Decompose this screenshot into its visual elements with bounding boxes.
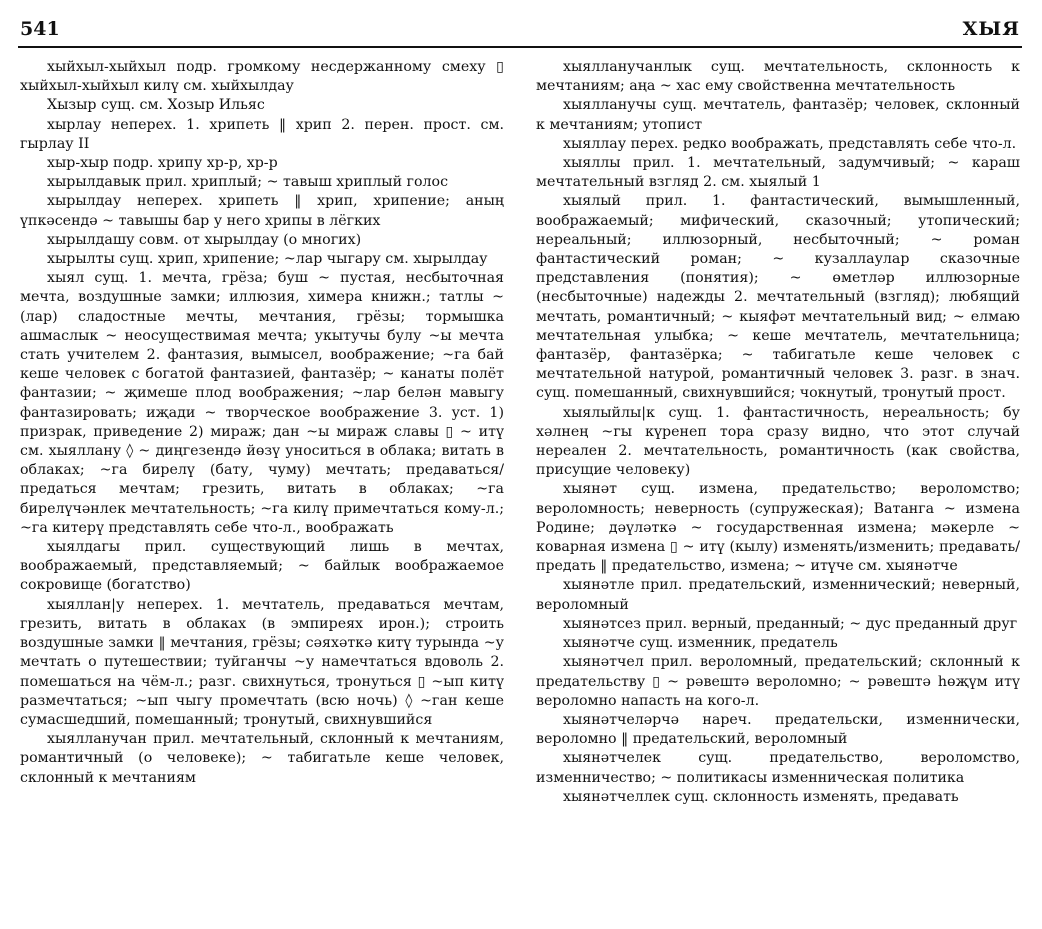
dictionary-entry: хырылдашу совм. от хырылдау (о многих) bbox=[47, 231, 362, 248]
dictionary-entry: хыялый прил. 1. фантастический, вымышленный, воображаемый; мифический, сказочный; утопический; нереальный; иллюзорный, несбыточный; ~ роман фантастический роман; ~ кузаллаулар сказочные представления (понятия); ~ өметләр иллюзорные (несбыточные) надежды 2. мечтательный (взгляд); любящий мечтать, романтичный; ~ кыяфәт мечтательный вид; ~ елмаю мечтательная улыбка; ~ кеше мечтатель, мечтательница; фантазёр, фантазёрка; ~ табигатьле кеше человек с мечтательной натурой, романтичный человек 3. разг. в знач. сущ. помешанный, свихнувшийся; чокнутый, тронутый прост. bbox=[536, 193, 1020, 402]
dictionary-entry: хыяллау перех. редко воображать, представлять себе что-л. bbox=[563, 135, 1017, 152]
dictionary-entry: Хызыр сущ. см. Хозыр Ильяс bbox=[47, 97, 265, 114]
dictionary-entry: хыялланучанлык сущ. мечтательность, склонность к мечтаниям; аңа ~ хас ему свойственна мечтательность bbox=[536, 59, 1020, 95]
dictionary-entry: хыялыйлы|к сущ. 1. фантастичность, нереальность; бу хәлнең ~гы күренеп тора сразу видно, что этот случай нереален 2. мечтательность, романтичность (как свойства, присущие человеку) bbox=[536, 404, 1020, 479]
dictionary-entry: хыянәтчеләрчә нареч. предательски, изменнически, вероломно ‖ предательский, вероломный bbox=[536, 711, 1020, 748]
dictionary-entry: хыянәтче сущ. изменник, предатель bbox=[563, 635, 838, 652]
dictionary-entry: хыйхыл-хыйхыл подр. громкому несдержанному смеху ▯ хыйхыл-хыйхыл килү см. хыйхылдау bbox=[20, 59, 504, 95]
left-column bbox=[20, 58, 504, 788]
dictionary-entry: хыянәтсез прил. верный, преданный; ~ дус преданный друг bbox=[563, 615, 1018, 632]
page-number: 541 bbox=[20, 18, 60, 40]
dictionary-entry: хыянәт сущ. измена, предательство; вероломство; вероломность; неверность (супружеская); Ватанга ~ измена Родине; дәүләткә ~ государственная измена; мәкерле ~ коварная измена ▯ ~ итү (кылу) изменять/изменить; предавать/предать ‖ предательство, измена; ~ итүче см. хыянәтче bbox=[536, 481, 1020, 575]
dictionary-entry: хыр-хыр подр. хрипу хр-р, хр-р bbox=[47, 155, 278, 172]
header-rule bbox=[18, 46, 1022, 48]
dictionary-entry: хырылты сущ. хрип, хрипение; ~лар чыгару см. хырылдау bbox=[47, 251, 488, 268]
dictionary-entry: хырлау неперех. 1. хрипеть ‖ хрип 2. перен. прост. см. гырлау II bbox=[20, 116, 504, 152]
dictionary-entry: хыяллы прил. 1. мечтательный, задумчивый; ~ караш мечтательный взгляд 2. см. хыялый 1 bbox=[536, 155, 1020, 191]
dictionary-entry: хыялланучы сущ. мечтатель, фантазёр; человек, склонный к мечтаниям; утопист bbox=[536, 97, 1020, 133]
dictionary-entry: хыялдагы прил. существующий лишь в мечтах, воображаемый, представляемый; ~ байлык воображаемое сокровище (богатство) bbox=[20, 539, 504, 594]
dictionary-entry: хырылдавык прил. хриплый; ~ тавыш хриплый голос bbox=[47, 174, 449, 191]
dictionary-entry: хыянәтчелек сущ. предательство, вероломство, изменничество; ~ политикасы изменническая политика bbox=[536, 750, 1020, 786]
dictionary-entry: хыянәтле прил. предательский, изменнический; неверный, вероломный bbox=[536, 577, 1020, 613]
dictionary-entry: хыялланучан прил. мечтательный, склонный к мечтаниям, романтичный (о человеке); ~ табигатьле кеше человек, склонный к мечтаниям bbox=[20, 731, 504, 786]
dictionary-entry: хыял сущ. 1. мечта, грёза; буш ~ пустая, несбыточная мечта, воздушные замки; иллюзия, химера книжн.; татлы ~(лар) сладостные мечты, мечтания, грёзы; тормышка ашмаслык ~ неосуществимая мечта; укытучы булу ~ы мечта стать учителем 2. фантазия, вымысел, воображение; ~га бай кеше человек с богатой фантазией, фантазёр; ~ канаты полёт фантазии; ~ җимеше плод воображения; ~лар белән мавыгу фантазировать; иҗади ~ творческое воображение 3. уст. 1) призрак, приведение 2) мираж; дан ~ы мираж славы ▯ ~ итү см. хыяллану ◊ ~ диңгезендә йөзү уноситься в облака; витать в облаках; ~га бирелү (бату, чуму) мечтать; предаваться/предаться мечтам; грезить, витать в облаках; ~га бирелүчәнлек мечтательность; ~га килү примечтаться кому-л.; ~га китерү представлять себе что-л., воображать bbox=[20, 270, 504, 536]
dictionary-entry: хыянәтчеллек сущ. склонность изменять, предавать bbox=[563, 788, 959, 805]
page-header bbox=[0, 0, 1042, 48]
dictionary-entry: хыянәтчел прил. вероломный, предательский; склонный к предательству ▯ ~ рәвештә вероломно; ~ рәвештә һөҗүм итү вероломно напасть на кого-л. bbox=[536, 654, 1020, 709]
right-column bbox=[536, 58, 1020, 807]
dictionary-entry: хыяллан|у неперех. 1. мечтатель, предаваться мечтам, грезить, витать в облаках (в эмпиреях ирон.); строить воздушные замки ‖ мечтания, грёзы; сәяхәткә китү турында ~у мечтать о путешествии; туйганчы ~у намечтаться вдоволь 2. помешаться на чём-л.; разг. свихнуться, тронуться ▯ ~ып китү размечтаться; ~ып чыгу промечтать (всю ночь) ◊ ~ган кеше сумасшедший, помешанный; тронутый, свихнувшийся bbox=[20, 596, 504, 728]
running-head: ХЫЯ bbox=[962, 18, 1020, 40]
dictionary-entry: хырылдау неперех. хрипеть ‖ хрип, хрипение; аның үпкәсендә ~ тавышы бар у него хрипы в лёгких bbox=[20, 193, 504, 229]
